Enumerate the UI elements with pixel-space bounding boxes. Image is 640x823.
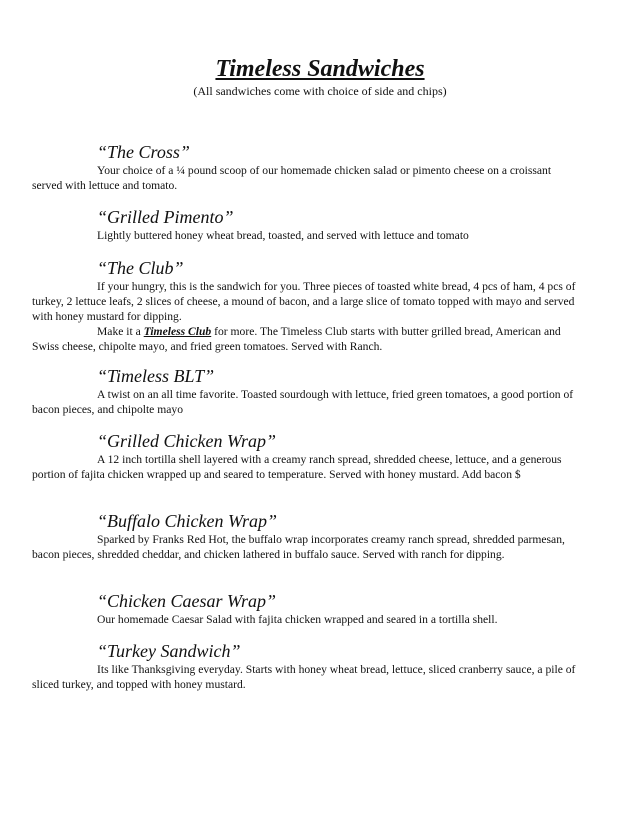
item-description: Your choice of a ¼ pound scoop of our homemade chicken salad or pimento cheese on a croissant served with lettuce and tomato. bbox=[32, 164, 552, 192]
menu-subtitle: (All sandwiches come with choice of side and chips) bbox=[193, 84, 447, 98]
menu-item-the-club bbox=[32, 258, 580, 354]
upgrade-prefix: Make it a bbox=[97, 325, 144, 338]
item-name: “Timeless BLT” bbox=[97, 366, 215, 386]
menu-item-turkey-sandwich bbox=[32, 641, 580, 692]
menu-item-the-cross bbox=[32, 142, 580, 193]
item-name: “Turkey Sandwich” bbox=[97, 641, 241, 661]
item-name: “The Cross” bbox=[97, 142, 190, 162]
item-name: “Buffalo Chicken Wrap” bbox=[97, 511, 277, 531]
menu-item-timeless-blt bbox=[32, 366, 580, 417]
menu-item-grilled-pimento bbox=[32, 207, 580, 243]
item-name: “Chicken Caesar Wrap” bbox=[97, 591, 277, 611]
item-name: “Grilled Pimento” bbox=[97, 207, 234, 227]
timeless-club-link: Timeless Club bbox=[143, 325, 212, 338]
item-description: Our homemade Caesar Salad with fajita chicken wrapped and seared in a tortilla shell. bbox=[97, 613, 498, 626]
upgrade-suffix: for more. The Timeless Club starts with butter grilled bread, American and Swiss cheese, chipolte mayo, and fried green tomatoes. Served with Ranch. bbox=[32, 325, 561, 353]
menu-item-grilled-chicken-wrap bbox=[32, 431, 580, 482]
club-upgrade-text bbox=[32, 324, 580, 354]
menu-item-chicken-caesar-wrap bbox=[32, 591, 580, 627]
item-name: “Grilled Chicken Wrap” bbox=[97, 431, 276, 451]
menu-title: Timeless Sandwiches bbox=[215, 56, 425, 82]
item-description: If your hungry, this is the sandwich for you. Three pieces of toasted white bread, 4 pcs of ham, 4 pcs of turkey, 2 lettuce leafs, 2 slices of cheese, a mound of bacon, and a large slice of tomato topped with mayo and served with honey mustard for dipping. bbox=[32, 280, 576, 323]
item-description: Sparked by Franks Red Hot, the buffalo wrap incorporates creamy ranch spread, shredded parmesan, bacon pieces, shredded cheddar, and chicken lathered in buffalo sauce. Served with ranch for dipping. bbox=[32, 533, 565, 561]
item-description: Its like Thanksgiving everyday. Starts with honey wheat bread, lettuce, sliced cranberry sauce, a pile of sliced turkey, and topped with honey mustard. bbox=[32, 663, 576, 691]
menu-item-buffalo-chicken-wrap bbox=[32, 511, 580, 562]
item-description: A 12 inch tortilla shell layered with a creamy ranch spread, shredded cheese, lettuce, and a generous portion of fajita chicken wrapped up and seared to temperature. Served with honey mustard. Add bacon $ bbox=[32, 453, 562, 481]
item-description: A twist on an all time favorite. Toasted sourdough with lettuce, fried green tomatoes, a good portion of bacon pieces, and chipolte mayo bbox=[32, 388, 574, 416]
item-description: Lightly buttered honey wheat bread, toasted, and served with lettuce and tomato bbox=[97, 229, 469, 242]
item-name: “The Club” bbox=[97, 258, 184, 278]
